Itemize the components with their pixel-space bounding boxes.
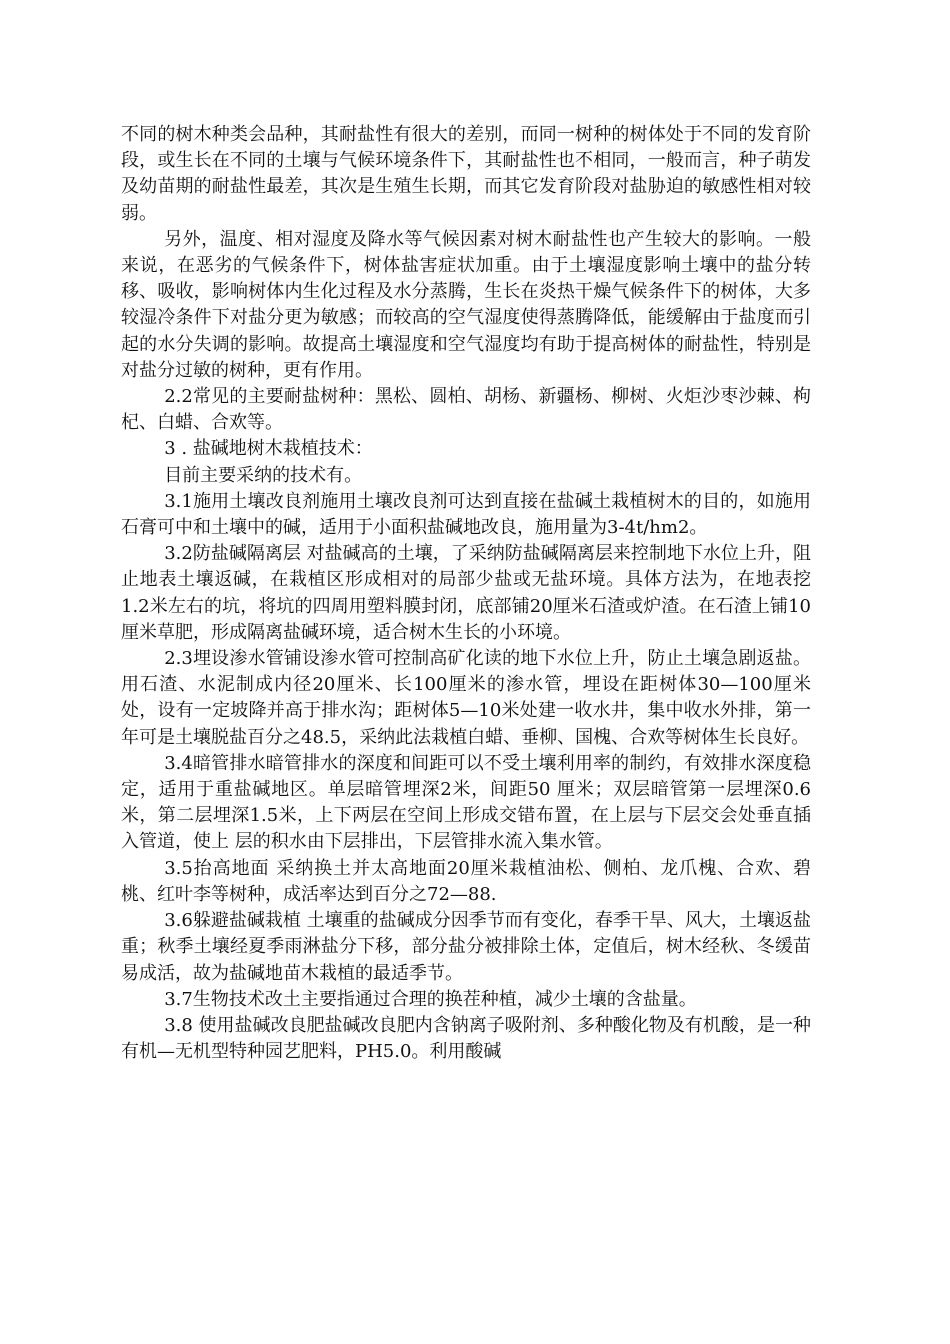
paragraph-3-1-soil-amendment: 3.1施用土壤改良剂施用土壤改良剂可达到直接在盐碱土栽植树木的目的，如施用石膏可中和土壤中的碱，适用于小面积盐碱地改良，施用量为3-4t/hm2。	[121, 490, 811, 539]
paragraph-3-5-raised-ground: 3.5抬高地面 采纳换土并太高地面20厘米栽植油松、侧柏、龙爪槐、合欢、碧桃、红叶李等树种，成活率达到百分之72—88.	[121, 857, 811, 905]
paragraph-3-7-biological-improvement: 3.7生物技术改土主要指通过合理的换茬种植，减少土壤的含盐量。	[164, 988, 697, 1010]
paragraph-main-techniques-intro: 目前主要采纳的技术有。	[164, 464, 363, 486]
document-body	[121, 122, 811, 1065]
section-heading-3-planting-techniques: 3 . 盐碱地树木栽植技术：	[164, 438, 373, 460]
paragraph-3-4-underground-drainage: 3.4暗管排水暗管排水的深度和间距可以不受土壤利用率的制约，有效排水深度稳定，适用于重盐碱地区。单层暗管埋深2米，间距50 厘米；双层暗管第一层埋深0.6米，第二层埋深1.5米，上下两层在空间上形成交错布置，在上层与下层交会处垂直插入管道，使上 层的积水由下层排出，下层管排水流入集水管。	[121, 752, 811, 853]
paragraph-2-3-seepage-pipe: 2.3埋设渗水管铺设渗水管可控制高矿化读的地下水位上升，防止土壤急剧返盐。用石渣、水泥制成内径20厘米、长100厘米的渗水管，埋设在距树体30—100厘米处，设有一定坡降并高于排水沟；距树体5—10米处建一收水井，集中收水外排，第一年可是土壤脱盐百分之48.5，采纳此法栽植白蜡、垂柳、国槐、合欢等树体生长良好。	[121, 648, 811, 748]
paragraph-3-2-isolation-layer: 3.2防盐碱隔离层 对盐碱高的土壤，了采纳防盐碱隔离层来控制地下水位上升，阻止地表土壤返碱，在栽植区形成相对的局部少盐或无盐环境。具体方法为，在地表挖1.2米左右的坑，将坑的四周用塑料膜封闭，底部铺20厘米石渣或炉渣。在石渣上铺10厘米草肥，形成隔离盐碱环境，适合树木生长的小环境。	[121, 543, 811, 643]
paragraph-salt-tolerance-variation: 不同的树木种类会品种，其耐盐性有很大的差别，而同一树种的树体处于不同的发育阶段，或生长在不同的土壤与气候环境条件下，其耐盐性也不相同，一般而言，种子萌发及幼苗期的耐盐性最差，其次是生殖生长期，而其它发育阶段对盐胁迫的敏感性相对较弱。	[121, 124, 811, 224]
paragraph-2-2-tolerant-species: 2.2常见的主要耐盐树种：黑松、圆柏、胡杨、新疆杨、柳树、火炬沙枣沙棘、枸杞、白蜡、合欢等。	[121, 386, 811, 434]
paragraph-climate-factors: 另外，温度、相对湿度及降水等气候因素对树木耐盐性也产生较大的影响。一般来说，在恶劣的气候条件下，树体盐害症状加重。由于土壤湿度影响土壤中的盐分转移、吸收，影响树体内生化过程及水分蒸腾，生长在炎热干燥气候条件下的树体，大多较湿冷条件下对盐分更为敏感；而较高的空气湿度使得蒸腾降低，能缓解由于盐度而引起的水分失调的影响。故提高土壤湿度和空气湿度均有助于提高树体的耐盐性，特别是对盐分过敏的树种，更有作用。	[121, 228, 811, 381]
paragraph-3-6-seasonal-planting: 3.6躲避盐碱栽植 土壤重的盐碱成分因季节而有变化，春季干旱、风大，土壤返盐重；秋季土壤经夏季雨淋盐分下移，部分盐分被排除土体，定值后，树木经秋、冬缓苗易成活，故为盐碱地苗木栽植的最适季节。	[121, 910, 811, 984]
paragraph-3-8-improvement-fertilizer: 3.8 使用盐碱改良肥盐碱改良肥内含钠离子吸附剂、多种酸化物及有机酸，是一种有机—无机型特种园艺肥料，PH5.0。利用酸碱	[121, 1014, 811, 1063]
